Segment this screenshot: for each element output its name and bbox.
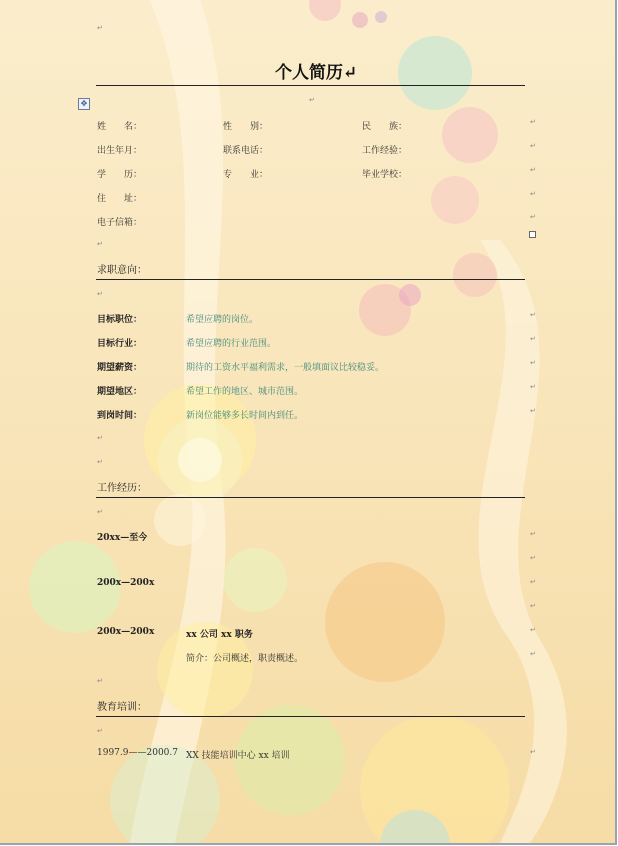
work-detail: xx 公司 xx 职务 [186, 630, 253, 640]
table-move-handle-icon[interactable]: ✥ [78, 98, 90, 110]
cell-mark: ↵ [530, 166, 536, 174]
cell-mark: ↵ [530, 190, 536, 198]
cell-mark: ↵ [530, 142, 536, 150]
job-label: 目标职位： [97, 315, 143, 325]
section-rule [96, 279, 525, 280]
job-label: 目标行业： [97, 339, 143, 349]
education-label: 学 历： [97, 170, 143, 180]
work-period: 20xx—至今 [97, 533, 148, 543]
cell-mark: ↵ [530, 335, 536, 343]
birth-label: 出生年月： [97, 146, 143, 156]
job-label: 到岗时间： [97, 411, 143, 421]
section-rule [96, 497, 525, 498]
cell-mark: ↵ [530, 118, 536, 126]
cell-mark: ↵ [530, 626, 536, 634]
paragraph-mark: ↵ [97, 508, 103, 516]
major-label: 专 业： [223, 170, 269, 180]
section-title-education: 教育培训： [97, 702, 147, 713]
section-title-work: 工作经历： [97, 483, 147, 494]
cell-mark: ↵ [530, 359, 536, 367]
phone-label: 联系电话： [223, 146, 269, 156]
paragraph-mark: ↵ [309, 96, 315, 104]
name-label: 姓 名： [97, 122, 143, 132]
experience-label: 工作经验： [362, 146, 408, 156]
cell-mark: ↵ [530, 602, 536, 610]
email-label: 电子信箱： [97, 218, 143, 228]
title-rule [96, 85, 525, 86]
education-detail: XX 技能培训中心 xx 培训 [186, 751, 290, 761]
paragraph-mark: ↵ [97, 458, 103, 466]
job-value: 新岗位能够多长时间内到任。 [186, 411, 304, 421]
school-label: 毕业学校： [362, 170, 408, 180]
cell-mark: ↵ [530, 578, 536, 586]
job-value: 希望应聘的岗位。 [186, 315, 259, 325]
cell-mark: ↵ [530, 530, 536, 538]
job-value: 期待的工资水平福利需求，一般填面议比较稳妥。 [186, 363, 385, 373]
paragraph-mark: ↵ [97, 24, 103, 32]
work-period: 200x—200x [97, 578, 155, 588]
paragraph-mark: ↵ [97, 727, 103, 735]
ethnicity-label: 民 族： [362, 122, 408, 132]
address-label: 住 址： [97, 194, 143, 204]
job-value: 希望工作的地区、城市范围。 [186, 387, 304, 397]
cell-mark: ↵ [530, 311, 536, 319]
cell-mark: ↵ [530, 213, 536, 221]
cell-mark: ↵ [530, 650, 536, 658]
section-title-job: 求职意向： [97, 265, 147, 276]
job-value: 希望应聘的行业范围。 [186, 339, 277, 349]
paragraph-mark: ↵ [97, 677, 103, 685]
cell-mark: ↵ [530, 407, 536, 415]
work-detail: 简介：公司概述，职责概述。 [186, 654, 304, 664]
job-label: 期望薪资： [97, 363, 143, 373]
paragraph-mark: ↵ [97, 240, 103, 248]
table-resize-handle[interactable] [529, 231, 536, 238]
paragraph-mark: ↵ [97, 434, 103, 442]
education-period: 1997.9——2000.7 [97, 748, 178, 758]
page-title: 个人简历↵ [275, 63, 358, 83]
cell-mark: ↵ [530, 383, 536, 391]
paragraph-mark: ↵ [97, 290, 103, 298]
section-rule [96, 716, 525, 717]
gender-label: 性 别： [223, 122, 269, 132]
work-period: 200x—200x [97, 627, 155, 637]
cell-mark: ↵ [530, 748, 536, 756]
cell-mark: ↵ [530, 554, 536, 562]
job-label: 期望地区： [97, 387, 143, 397]
